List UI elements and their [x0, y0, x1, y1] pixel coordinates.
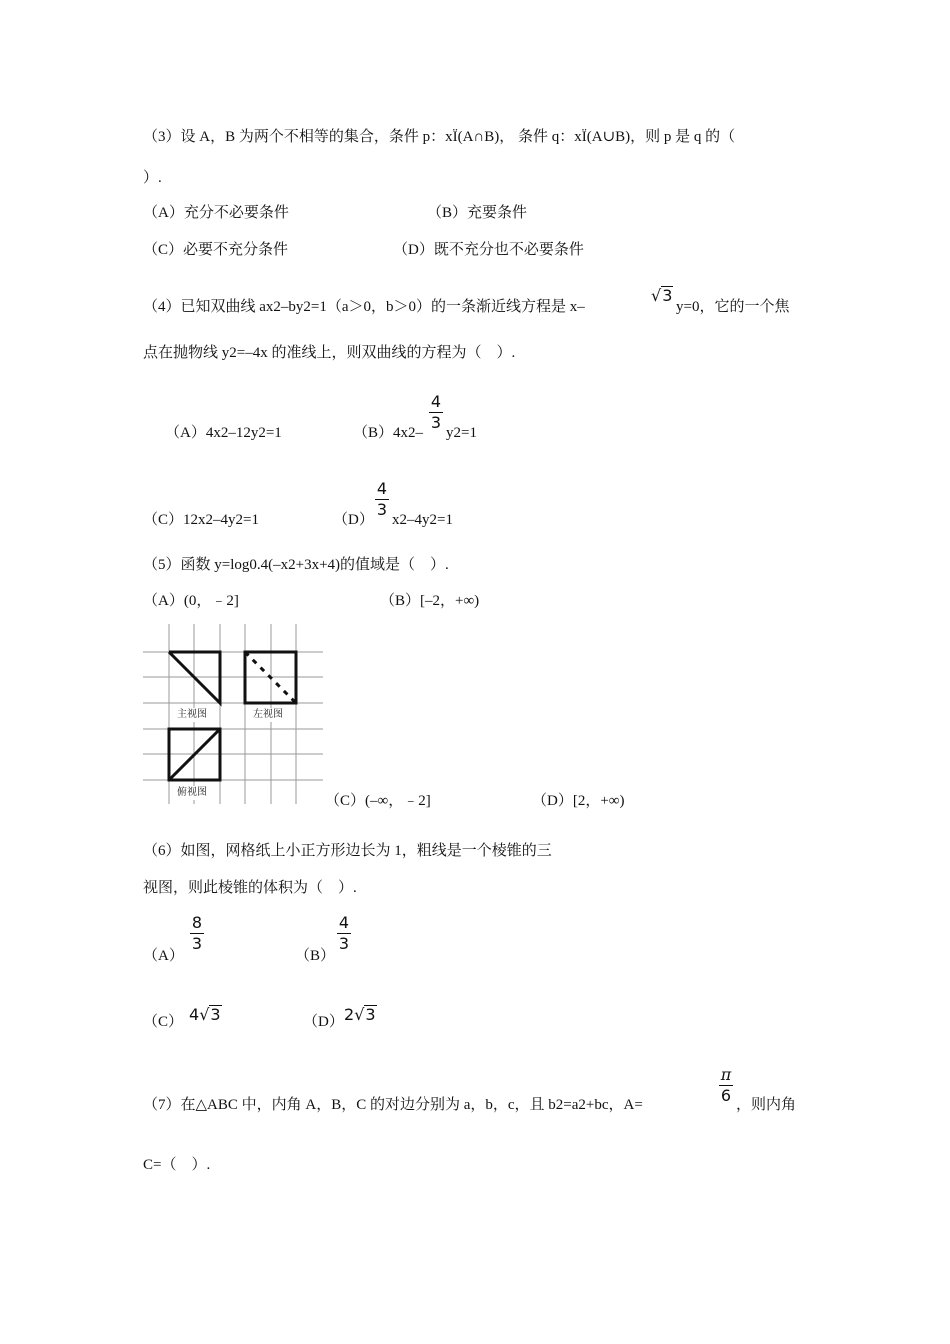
front-view-label: 主视图	[177, 709, 207, 720]
sqrt-symbol-icon: √	[354, 1005, 365, 1024]
q3-option-d: （D）既不充分也不必要条件	[393, 242, 584, 258]
q7-angle-fraction	[718, 1066, 734, 1105]
q7-stem-line2: C=（ ）.	[143, 1157, 211, 1173]
q4-sqrt-expression	[651, 286, 673, 306]
fraction-numerator: 8	[191, 913, 203, 932]
q4-sqrt-radicand: 3	[662, 286, 673, 305]
q4-stem-line1-post: y=0，它的一个焦	[676, 299, 790, 315]
fraction-denominator: 3	[430, 413, 442, 432]
grid-figure-svg	[143, 624, 323, 806]
q4-stem-line2: 点在抛物线 y2=–4x 的准线上，则双曲线的方程为（ ）.	[143, 345, 516, 361]
fraction-denominator: 3	[191, 934, 203, 953]
q5-option-a: （A）(0，﹣2]	[143, 593, 239, 609]
q4-option-d-post: x2–4y2=1	[392, 512, 453, 528]
q6-option-d-pre: （D）	[303, 1014, 344, 1030]
top-view-label: 俯视图	[177, 787, 207, 798]
q6-option-a-pre: （A）	[143, 948, 184, 964]
fraction-denominator: 3	[338, 934, 350, 953]
q4-option-a: （A）4x2–12y2=1	[165, 425, 282, 441]
q4-option-b-post: y2=1	[446, 425, 477, 441]
q6-option-d-radicand: 3	[365, 1005, 376, 1024]
fraction-numerator: π	[720, 1065, 732, 1084]
q7-stem-line1-post: ，则内角	[736, 1097, 797, 1113]
q4-stem-line1-pre: （4）已知双曲线 ax2–by2=1（a＞0，b＞0）的一条渐近线方程是 x–	[143, 299, 585, 315]
q3-option-c: （C）必要不充分条件	[143, 242, 289, 258]
q3-stem-line1: （3）设 A，B 为两个不相等的集合，条件 p：xÏ(A∩B)， 条件 q：xÏ(A∪B)，则 p 是 q 的（	[143, 129, 736, 145]
q4-option-c: （C）12x2–4y2=1	[143, 512, 259, 528]
fraction-denominator: 6	[720, 1086, 732, 1105]
sqrt-symbol-icon: √	[199, 1005, 210, 1024]
q7-stem-line1-pre: （7）在△ABC 中，内角 A，B，C 的对边分别为 a，b，c，且 b2=a2+bc，A=	[143, 1097, 643, 1113]
q4-option-d-pre: （D）	[333, 512, 374, 528]
q5-option-d: （D）[2，+∞)	[532, 793, 625, 809]
fraction-numerator: 4	[430, 392, 442, 411]
q5-option-b: （B）[–2，+∞)	[380, 593, 480, 609]
q6-option-c-coefficient: 4	[189, 1005, 200, 1024]
q6-option-a-fraction	[189, 914, 205, 953]
q6-stem-line1: （6）如图，网格纸上小正方形边长为 1，粗线是一个棱锥的三	[143, 843, 552, 859]
q6-option-c-expression	[189, 1005, 222, 1025]
q4-option-d-fraction	[374, 480, 390, 519]
q6-option-b-fraction	[336, 914, 352, 953]
fraction-denominator: 3	[376, 500, 388, 519]
q3-stem-line2: ）.	[143, 170, 162, 186]
q5-stem: （5）函数 y=log0.4(–x2+3x+4)的值域是（ ）.	[143, 557, 449, 573]
q4-option-b-pre: （B）4x2–	[353, 425, 424, 441]
fraction-numerator: 4	[338, 913, 350, 932]
q4-option-b-fraction	[428, 393, 444, 432]
q6-option-d-coefficient: 2	[344, 1005, 355, 1024]
q5-option-c: （C）(–∞，﹣2]	[325, 793, 431, 809]
q6-option-d-expression	[344, 1005, 377, 1025]
q3-option-a: （A）充分不必要条件	[143, 205, 289, 221]
q6-option-c-pre: （C）	[143, 1014, 184, 1030]
sqrt-symbol-icon: √	[651, 286, 662, 305]
q6-stem-line2: 视图，则此棱锥的体积为（ ）.	[143, 880, 357, 896]
fraction-numerator: 4	[376, 479, 388, 498]
q6-option-b-pre: （B）	[295, 948, 336, 964]
q3-option-b: （B）充要条件	[427, 205, 528, 221]
three-view-figure	[143, 624, 323, 806]
q6-option-c-radicand: 3	[210, 1005, 221, 1024]
left-view-label: 左视图	[253, 709, 283, 720]
